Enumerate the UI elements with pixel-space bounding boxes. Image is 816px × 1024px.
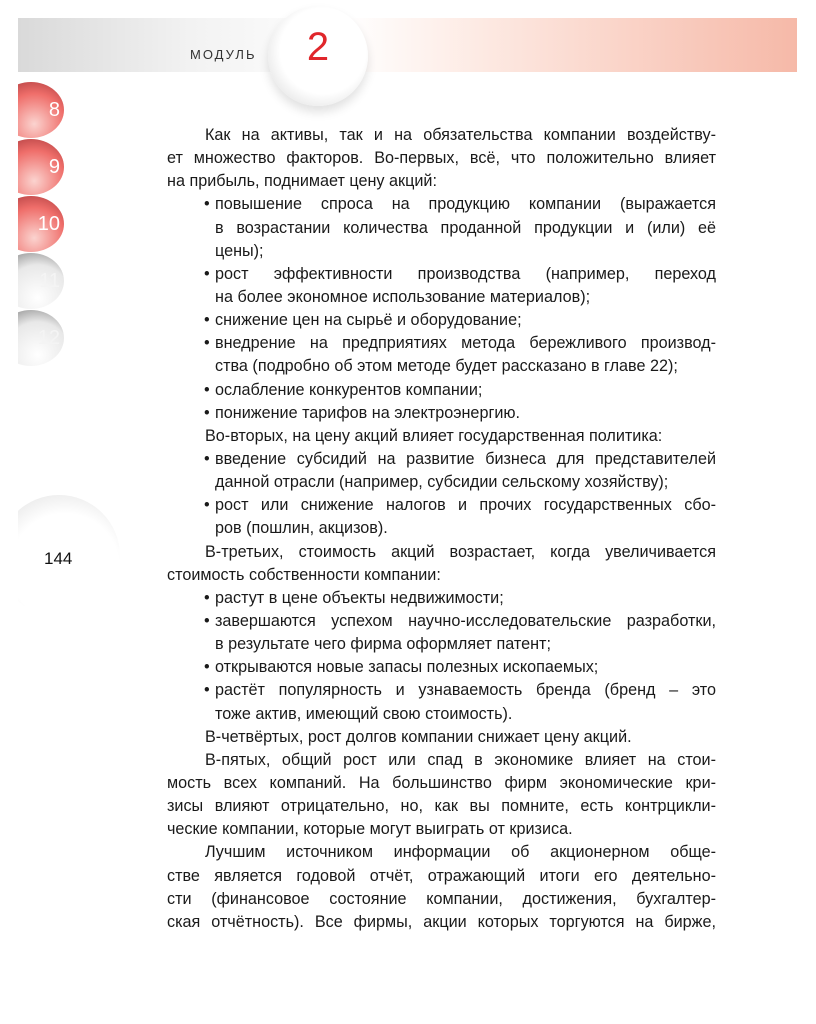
line-text: ства (подробно об этом методе будет рассказано в главе 22); — [215, 357, 678, 376]
bullet-item — [167, 610, 716, 656]
line-text: открываются новые запасы полезных ископаемых; — [215, 658, 599, 677]
bullet-item — [167, 263, 716, 309]
bullet-item — [167, 332, 716, 378]
text-line: Лучшим источником информации об акционерном обще- — [205, 843, 716, 862]
text-line — [167, 170, 716, 193]
line-text: Во-вторых, на цену акций влияет государственная политика: — [205, 426, 663, 445]
text-line — [167, 703, 716, 726]
text-line: • повышение спроса на продукцию компании (выражается — [167, 193, 716, 216]
chapter-tab-10[interactable]: 10 — [18, 196, 64, 252]
text-line: • внедрение на предприятиях метода бережливого производ- — [167, 332, 716, 355]
text-line — [167, 309, 716, 332]
page-number-badge — [18, 490, 128, 630]
line-text: стоимость собственности компании: — [167, 565, 441, 584]
bullet-icon: • — [204, 681, 210, 700]
chapter-tab-9[interactable]: 9 — [18, 139, 64, 195]
bullet-icon: • — [204, 311, 210, 330]
paragraph — [167, 425, 716, 448]
line-text: на прибыль, поднимает цену акций: — [167, 172, 437, 191]
line-text: снижение цен на сырьё и оборудование; — [215, 311, 522, 330]
text-line: зисы влияют отрицательно, но, как вы помните, есть контрцикли- — [167, 797, 716, 816]
text-line — [167, 286, 716, 309]
line-text: понижение тарифов на электроэнергию. — [215, 403, 521, 422]
text-line: • завершаются успехом научно-исследовательские разработки, — [167, 610, 716, 633]
text-line — [167, 471, 716, 494]
paragraph — [167, 124, 716, 193]
text-line — [167, 656, 716, 679]
line-text: на более экономное использование материалов); — [215, 287, 591, 306]
line-text: ров (пошлин, акцизов). — [215, 519, 388, 538]
bullet-icon: • — [204, 449, 210, 468]
bullet-icon: • — [204, 195, 210, 214]
bullet-item — [167, 656, 716, 679]
line-text: ческие компании, которые могут выиграть от кризиса. — [167, 820, 573, 839]
bullet-icon: • — [204, 496, 210, 515]
bullet-icon: • — [204, 588, 210, 607]
bullet-icon: • — [204, 334, 210, 353]
bullet-item — [167, 309, 716, 332]
bullet-icon: • — [204, 403, 210, 422]
text-line: сти (финансовое состояние компании, достижения, бухгалтер- — [167, 889, 716, 908]
header-band — [18, 18, 797, 72]
text-line — [167, 818, 716, 841]
text-line: ская отчётность). Все фирмы, акции которых торгуются на бирже, — [167, 912, 716, 931]
text-line — [167, 402, 716, 425]
paragraph — [167, 749, 716, 842]
body-text — [167, 124, 716, 934]
paragraph — [167, 726, 716, 749]
bullet-item — [167, 448, 716, 494]
text-line: • введение субсидий на развитие бизнеса для представителей — [167, 448, 716, 471]
text-line — [167, 726, 716, 749]
line-text: данной отрасли (например, субсидии сельскому хозяйству); — [215, 473, 669, 492]
text-line: • рост эффективности производства (например, переход — [167, 263, 716, 286]
text-line — [167, 564, 716, 587]
text-line: ет множество факторов. Во-первых, всё, что положительно влияет — [167, 149, 716, 168]
paragraph — [167, 541, 716, 587]
text-line — [167, 517, 716, 540]
text-line: мость всех компаний. На большинство фирм экономические кри- — [167, 773, 716, 792]
bullet-item — [167, 193, 716, 262]
line-text: ослабление конкурентов компании; — [215, 380, 483, 399]
module-number: 2 — [306, 25, 330, 69]
bullet-item — [167, 402, 716, 425]
line-text: растут в цене объекты недвижимости; — [215, 588, 504, 607]
chapter-tab-8[interactable]: 8 — [18, 82, 64, 138]
text-line: • растёт популярность и узнаваемость бренда (бренд – это — [167, 679, 716, 702]
bullet-icon: • — [204, 611, 210, 630]
chapter-tab-12[interactable]: 12 — [18, 310, 64, 366]
text-line: в возрастании количества проданной продукции и (или) её — [215, 218, 716, 237]
text-line: В-третьих, стоимость акций возрастает, когда увеличивается — [205, 542, 716, 561]
line-text: тоже актив, имеющий свою стоимость). — [215, 704, 513, 723]
bullet-item — [167, 494, 716, 540]
line-text: в результате чего фирма оформляет патент; — [215, 635, 551, 654]
bullet-icon: • — [204, 658, 210, 677]
bullet-icon: • — [204, 380, 210, 399]
line-text: В-четвёртых, рост долгов компании снижает цену акций. — [205, 727, 632, 746]
text-line — [167, 240, 716, 263]
bullet-icon: • — [204, 264, 210, 283]
text-line — [167, 425, 716, 448]
text-line — [167, 379, 716, 402]
bullet-item — [167, 679, 716, 725]
page-number: 144 — [44, 549, 73, 568]
text-line: Как на активы, так и на обязательства компании воздейству- — [205, 126, 716, 144]
line-text: цены); — [215, 241, 264, 260]
chapter-tab-11[interactable]: 11 — [18, 253, 64, 309]
text-line — [167, 587, 716, 610]
bullet-item — [167, 379, 716, 402]
bullet-item — [167, 587, 716, 610]
text-line: • рост или снижение налогов и прочих государственных сбо- — [167, 494, 716, 517]
text-line — [167, 355, 716, 378]
paragraph — [167, 841, 716, 934]
module-label: МОДУЛЬ — [190, 47, 257, 62]
text-line: В-пятых, общий рост или спад в экономике влияет на стои- — [205, 750, 716, 769]
text-line — [167, 633, 716, 656]
text-line: стве является годовой отчёт, отражающий итоги его деятельно- — [167, 866, 716, 885]
